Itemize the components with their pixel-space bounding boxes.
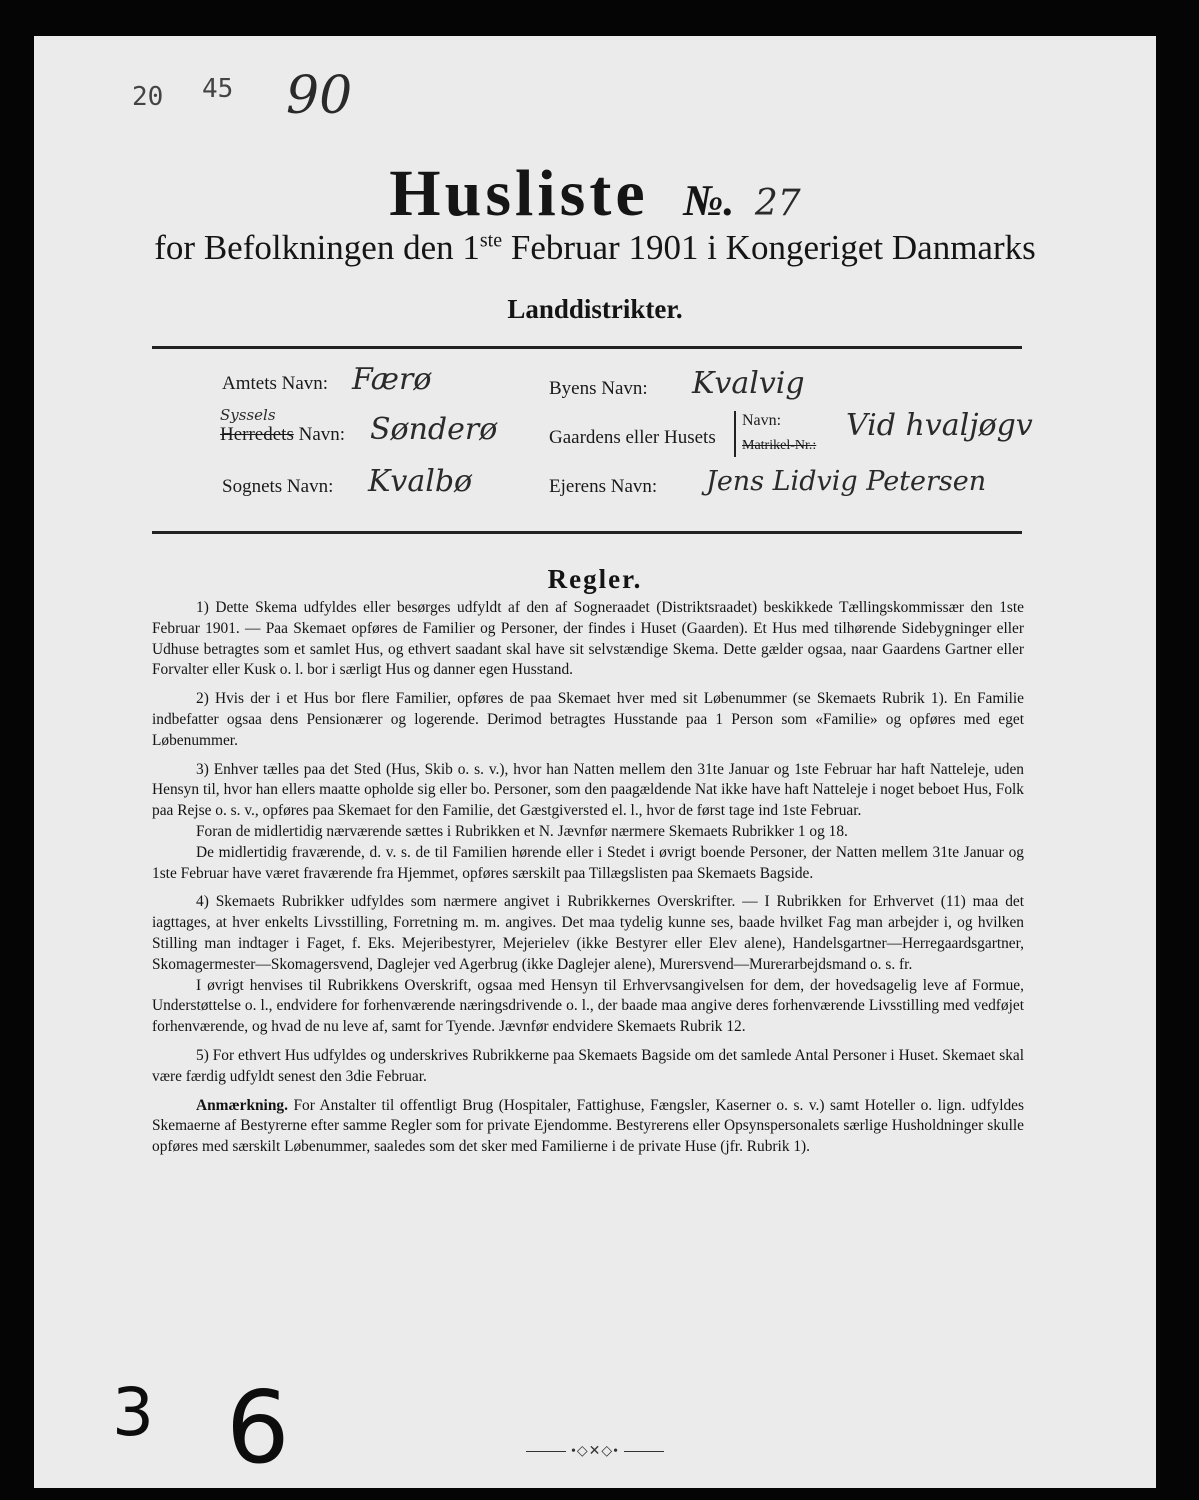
ejer-label: Ejerens Navn:: [549, 476, 658, 497]
stamp-number-middle: 45: [202, 74, 234, 104]
fields-divider: [152, 531, 1022, 534]
rule-4-note: I øvrigt henvises til Rubrikkens Overskrift, ogsaa med Hensyn til Erhvervsangivelsen for dem, der hovedsagelig leve af Formue, Understøttelse o. l., endvidere for forhenværende næringsdrivende o. l., der baade maa angive deres forhenværende Livsstilling med vedføjet forhenværende, og hvad de nu leve af, samt for Tyende. Jævnfør endvidere Skemaets Rubrik 12.: [152, 976, 1024, 1036]
herred-label-text: Navn:: [298, 424, 346, 445]
gaard-label: Gaardens eller Husets: [549, 427, 716, 448]
stamp-number-left: 20: [132, 82, 164, 112]
subtitle-part2: Februar 1901 i Kongeriget Danmarks: [502, 228, 1036, 267]
subtitle-part1: for Befolkningen den 1: [154, 228, 480, 267]
rule-4: 4) Skemaets Rubrikker udfyldes som nærmere angivet i Rubrikkernes Overskrifter. — I Rubrikken for Erhvervet (11) maa det iagttages, at hver enkelts Livsstilling, Forretning m. m. angives. Det maa tydelig kunne ses, baade hvilket Fag man arbejder i, og hvilken Stilling man indtager i Faget, f. Eks. Mejeribestyrer, Mejerielev (ikke Bestyrer eller Elev alene), Handelsgartner—Herregaardsgartner, Skomagermester—Skomagersvend, Daglejer ved Agerbrug (ikke Daglejer alene), Murersvend—Murerarbejdsmand o. s. fr.: [152, 893, 1024, 973]
gaard-brace: [734, 411, 736, 457]
rule-3-note-a: Foran de midlertidig nærværende sættes i Rubrikken et N. Jævnfør nærmere Skemaets Rubrikker 1 og 18.: [196, 822, 848, 840]
title-number-prefix: №.: [683, 176, 735, 225]
byens-label: Byens Navn:: [549, 378, 648, 399]
ejer-value: Jens Lidvig Petersen: [706, 466, 987, 497]
syssel-handwritten: Syssels: [220, 406, 276, 424]
ornament-glyph: •◇✕◇•: [570, 1444, 620, 1459]
district-heading: Landdistrikter.: [507, 294, 683, 324]
amt-value: Færø: [352, 362, 432, 397]
ornament-line-left: [526, 1451, 566, 1452]
rule-2: 2) Hvis der i et Hus bor flere Familier, opføres de paa Skemaet hver med sit Løbenummer (se Skemaets Rubrik 1). En Familie indbefatter ogsaa dens Pensionærer og logerende. Derimod betragtes Husstande paa 1 Person som «Familie» og opføres med eget Løbenummer.: [152, 690, 1024, 749]
form-title: [34, 156, 1156, 232]
sogn-label: Sognets Navn:: [222, 476, 334, 497]
census-form-sheet: [34, 36, 1156, 1488]
sogn-value: Kvalbø: [368, 464, 473, 499]
rule-5: 5) For ethvert Hus udfyldes og underskrives Rubrikkerne paa Skemaets Bagside om det samlede Antal Personer i Huset. Skemaet skal være færdig udfyldt senest den 3die Februar.: [152, 1046, 1024, 1085]
rule-1: 1) Dette Skema udfyldes eller besørges udfyldt af den af Sogneraadet (Distriktsraadet) beskikkede Tællingskommissær den 1ste Februar 1901. — Paa Skemaet opføres de Familier og Personer, der findes i Huset (Gaarden). Et Hus med tilhørende Sidebygninger eller Udhuse betragtes som et samlet Hus, og ethvert saadant skal have sit selvstændige Skema. Dette gælder ogsaa, naar Gaardens Gartner eller Forvalter eller Kusk o. l. bor i særligt Hus og danner egen Husstand.: [152, 599, 1024, 679]
amt-label: Amtets Navn:: [222, 373, 329, 394]
gaard-value: Vid hvaljøgv: [846, 408, 1033, 443]
rule-3: 3) Enhver tælles paa det Sted (Hus, Skib o. s. v.), hvor han Natten mellem den 31te Januar og 1ste Februar har haft Natteleje, uden Hensyn til, hvor han ellers maatte opholde sig eller bo. Personer, som den paagældende Nat ikke have haft Natteleje i noget beboet Hus, Folk paa Rejse o. s. v., opføres paa Skemaet for den Familie, det Gæstgiversted el. l., hvor de først tage ind 1ste Februar.: [152, 760, 1024, 820]
note-paragraph: [152, 1096, 1024, 1158]
rules-body: [152, 598, 1024, 1166]
title-main: Husliste: [389, 157, 649, 230]
rules-heading: Regler.: [547, 564, 643, 594]
handwritten-number-top: 90: [286, 66, 353, 126]
top-divider: [152, 346, 1022, 349]
byens-value: Kvalvig: [692, 366, 805, 401]
herred-struck-word: Herredets: [220, 424, 294, 445]
subtitle-sup: ste: [479, 229, 503, 252]
gaard-navn-label: Navn:: [742, 412, 782, 429]
herred-value: Sønderø: [370, 412, 498, 447]
title-number-hand: 27: [754, 183, 801, 224]
form-subtitle: [34, 228, 1156, 268]
note-text: For Anstalter til offentligt Brug (Hospitaler, Fattighuse, Fængsler, Kaserner o. s. v.) samt Hoteller o. lign. udfyldes Skemaerne af Bestyrerne efter samme Regler som for private Ejendomme. Bestyrerens eller Opsynspersonalets særlige Husholdninger skulle opføres med særskilt Løbenummer, saaledes som det sker med Familierne i de private Huse (jfr. Rubrik 1).: [152, 1096, 1024, 1156]
rule-3-note-b: De midlertidig fraværende, d. v. s. de til Familien hørende eller i Stedet i øvrigt boende Personer, der Natten mellem 31te Januar og 1ste Februar have været fraværende fra Hjemmet, opføres særskilt paa Tillægslisten paa Skemaets Bagside.: [152, 843, 1024, 882]
bottom-handwritten-number-1: 3: [108, 1380, 158, 1446]
bottom-handwritten-number-2: 6: [222, 1378, 294, 1478]
ornament-divider: [34, 1443, 1156, 1460]
herred-label: [220, 424, 345, 446]
gaard-matrikel-label: Matrikel-Nr.:: [742, 438, 817, 453]
ornament-line-right: [624, 1451, 664, 1452]
note-label: Anmærkning.: [196, 1096, 288, 1114]
